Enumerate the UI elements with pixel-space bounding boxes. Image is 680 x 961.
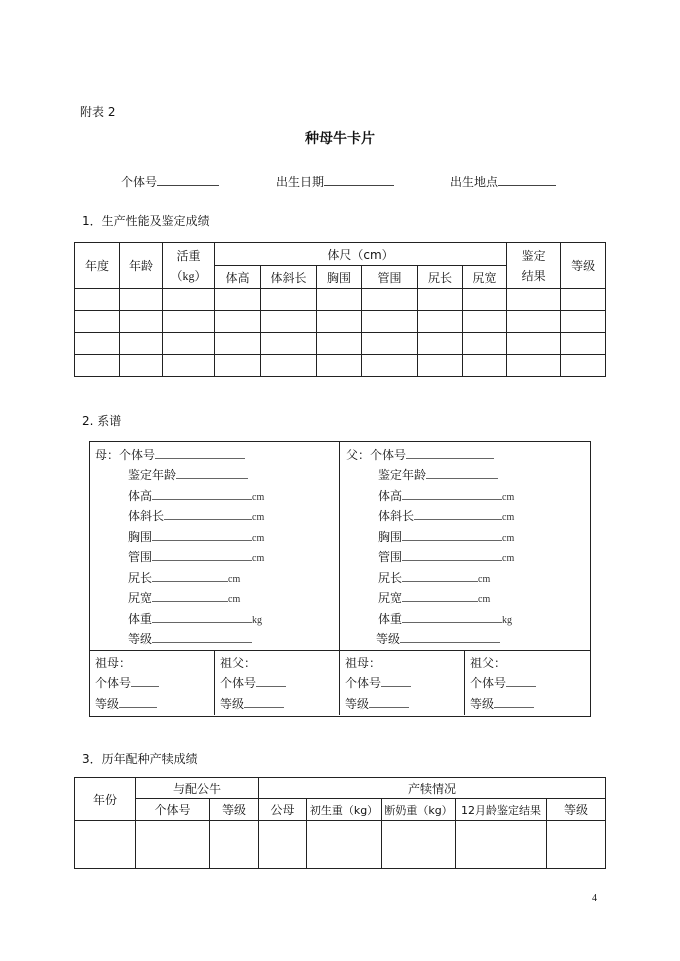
- table-row[interactable]: [75, 821, 606, 869]
- father-height[interactable]: 体高 cm: [378, 489, 515, 503]
- mother-height[interactable]: 体高 cm: [128, 489, 265, 503]
- header-body-length: 体斜长: [261, 266, 317, 289]
- grandfather-paternal-grade[interactable]: 等级: [470, 695, 534, 712]
- father-rump-length[interactable]: 尻长 cm: [378, 571, 491, 585]
- section2-title: 2. 系谱: [82, 414, 122, 428]
- father-age[interactable]: 鉴定年龄: [378, 466, 498, 483]
- header-cannon: 管围: [362, 266, 418, 289]
- header-breeding-year: 年份: [75, 778, 136, 821]
- grandmother-maternal-grade[interactable]: 等级: [95, 695, 157, 712]
- header-birth-weight: 初生重（kg）: [307, 799, 382, 821]
- father-body-length[interactable]: 体斜长 cm: [378, 509, 515, 523]
- field-birth-date[interactable]: 出生日期: [276, 173, 394, 190]
- header-body-size: 体尺（cm）: [215, 243, 507, 266]
- grandfather-paternal-title: 祖父：: [470, 656, 507, 670]
- grandmother-maternal-title: 祖母：: [95, 656, 132, 670]
- grandmother-paternal-id[interactable]: 个体号: [345, 674, 411, 691]
- grandfather-paternal-id[interactable]: 个体号: [470, 674, 536, 691]
- mother-cannon[interactable]: 管围 cm: [128, 550, 265, 564]
- page-number: 4: [592, 893, 597, 904]
- header-bull-id: 个体号: [136, 799, 210, 821]
- header-bull-grade: 等级: [210, 799, 259, 821]
- header-year: 年度: [75, 243, 120, 289]
- grandmother-maternal-id[interactable]: 个体号: [95, 674, 159, 691]
- mother-weight[interactable]: 体重 kg: [128, 612, 263, 626]
- header-calf-sex: 公母: [259, 799, 307, 821]
- father-id[interactable]: 父：个体号: [346, 446, 494, 463]
- header-appraisal: 鉴定 结果: [507, 243, 561, 289]
- father-grade[interactable]: 等级: [376, 630, 500, 647]
- pedigree-hline: [89, 650, 590, 651]
- grandmother-paternal-grade[interactable]: 等级: [345, 695, 409, 712]
- field-birth-place[interactable]: 出生地点: [450, 173, 556, 190]
- mother-rump-length[interactable]: 尻长 cm: [128, 571, 241, 585]
- header-rump-length: 尻长: [418, 266, 463, 289]
- table-row[interactable]: [75, 333, 606, 355]
- header-grade: 等级: [561, 243, 606, 289]
- grandfather-maternal-title: 祖父：: [220, 656, 257, 670]
- father-cannon[interactable]: 管围 cm: [378, 550, 515, 564]
- header-chest: 胸围: [317, 266, 362, 289]
- performance-table: [74, 242, 606, 377]
- header-rump-width: 尻宽: [463, 266, 507, 289]
- table-row[interactable]: [75, 289, 606, 311]
- grandmother-paternal-title: 祖母：: [345, 656, 382, 670]
- header-height: 体高: [215, 266, 261, 289]
- grandfather-maternal-grade[interactable]: 等级: [220, 695, 284, 712]
- header-bull: 与配公牛: [136, 778, 259, 799]
- table-row[interactable]: [75, 355, 606, 377]
- father-rump-width[interactable]: 尻宽 cm: [378, 591, 491, 605]
- section3-title: 3．历年配种产犊成绩: [82, 752, 198, 766]
- page-title: 种母牛卡片: [305, 131, 375, 147]
- pedigree-divider: [339, 441, 340, 715]
- section1-title: 1．生产性能及鉴定成绩: [82, 214, 210, 228]
- mother-id[interactable]: 母：个体号: [95, 446, 245, 463]
- mother-rump-width[interactable]: 尻宽 cm: [128, 591, 241, 605]
- header-age: 年龄: [120, 243, 163, 289]
- mother-chest[interactable]: 胸围 cm: [128, 530, 265, 544]
- mother-grade[interactable]: 等级: [128, 630, 252, 647]
- header-calf-grade: 等级: [547, 799, 606, 821]
- mother-age[interactable]: 鉴定年龄: [128, 466, 248, 483]
- father-chest[interactable]: 胸围 cm: [378, 530, 515, 544]
- header-calving: 产犊情况: [259, 778, 606, 799]
- mother-body-length[interactable]: 体斜长 cm: [128, 509, 265, 523]
- header-weaning-weight: 断奶重（kg）: [382, 799, 456, 821]
- grandfather-maternal-id[interactable]: 个体号: [220, 674, 286, 691]
- field-id[interactable]: 个体号: [121, 173, 219, 190]
- attachment-label: 附表 2: [80, 105, 116, 119]
- table-row[interactable]: [75, 311, 606, 333]
- header-weight: 活重 （kg）: [163, 243, 215, 289]
- header-12m-result: 12月龄鉴定结果: [456, 799, 547, 821]
- breeding-table: [74, 777, 606, 869]
- father-weight[interactable]: 体重 kg: [378, 612, 513, 626]
